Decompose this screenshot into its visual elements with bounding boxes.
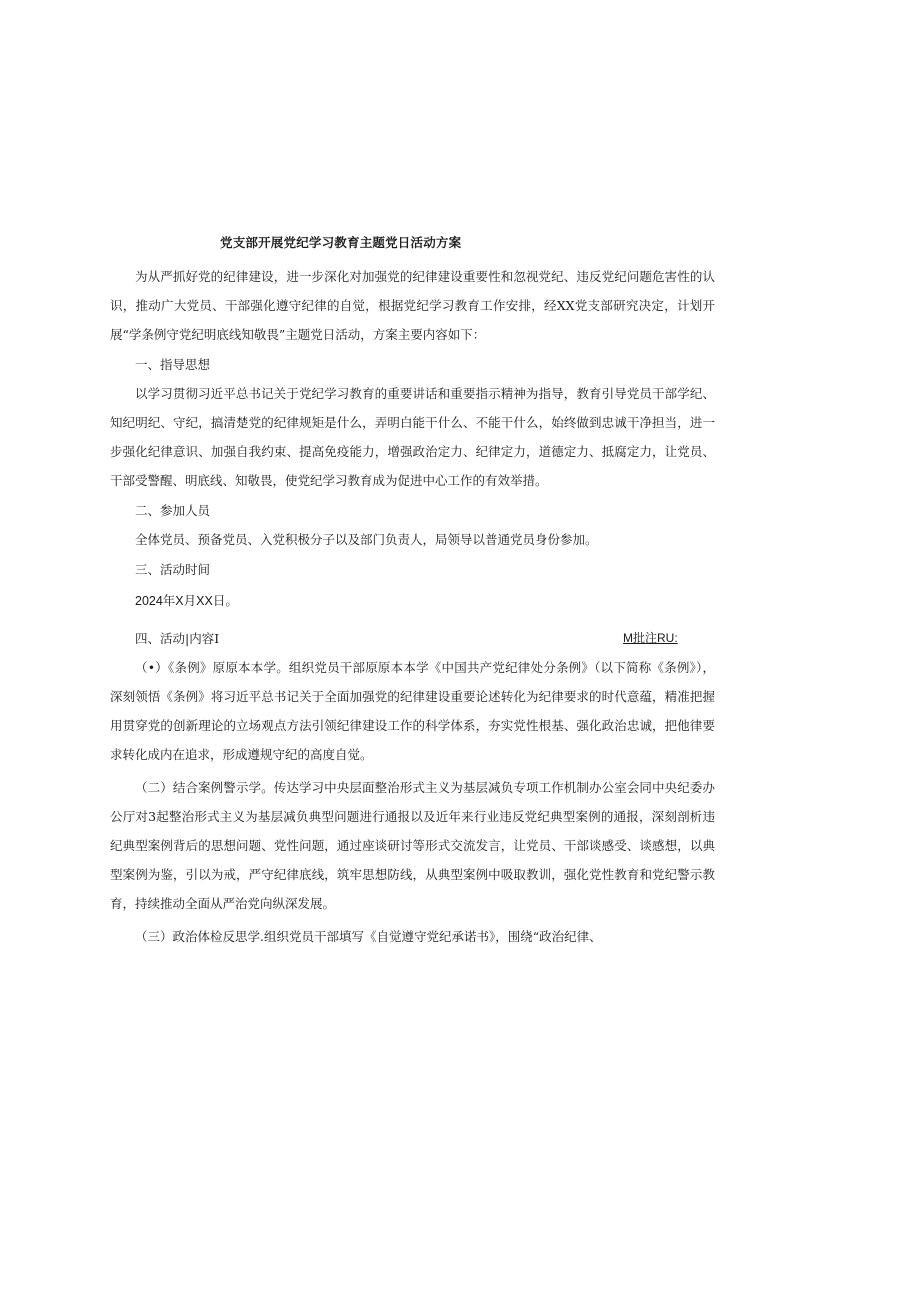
participants-paragraph: 全体党员、预备党员、入党积极分子以及部门负责人，局领导以普通党员身份参加。 xyxy=(135,532,598,547)
intro-paragraph: 为从严抓好党的纪律建设，进一步深化对加强党的纪律建设重要性和忽视党纪、违反党纪问题危害性的认识，推动广大党员、干部强化遵守纪律的自觉，根据党纪学习教育工作安排，经XX党支部研究决定，计划开展“学条例守党纪明底线知敬畏”主题党日活动，方案主要内容如下： xyxy=(110,269,715,342)
section-heading-content: 四、活动|内容I xyxy=(135,631,220,646)
content-item-1: （•）《条例》原原本本学。组织党员干部原原本本学《中国共产党纪律处分条例》（以下简称《条例》），深刻领悟《条例》将习近平总书记关于全面加强党的纪律建设重要论述转化为纪律要求的时代意蕴，精准把握用贯穿党的创新理论的立场观点方法引领纪律建设工作的科学体系，夯实党性根基、强化政治忠诚，把他律要求转化成内在追求，形成遵规守纪的高度自觉。 xyxy=(110,660,715,762)
section-heading-row-content xyxy=(110,624,715,653)
document-title: 党支部开展党纪学习教育主题党日活动方案 xyxy=(220,235,462,250)
guiding-paragraph: 以学习贯彻习近平总书记关于党纪学习教育的重要讲话和重要指示精神为指导，教育引导党员干部学纪、知纪明纪、守纪，搞清楚党的纪律规矩是什么，弄明白能干什么、不能干什么，始终做到忠诚干净担当，进一步强化纪律意识、加强自我约束、提高免疫能力，增强政治定力、纪律定力，道德定力、抵腐定力，让党员、干部受警醒、明底线、知敬畏，使党纪学习教育成为促进中心工作的有效举措。 xyxy=(110,386,715,488)
section-heading-guiding: 一、指导思想 xyxy=(135,357,211,372)
time-paragraph: 2024年X月XX日。 xyxy=(135,594,238,608)
comment-marker[interactable]: M批注RU: xyxy=(623,631,678,645)
section-heading-time: 三、活动时间 xyxy=(135,562,211,577)
content-item-3: （三）政治体检反思学.组织党员干部填写《自觉遵守党纪承诺书》，围绕“政治纪律、 xyxy=(135,929,602,944)
document-body xyxy=(110,262,715,951)
section-heading-participants: 二、参加人员 xyxy=(135,503,211,518)
content-item-2: （二）结合案例警示学。传达学习中央层面整治形式主义为基层减负专项工作机制办公室会同中央纪委办公厅对3起整治形式主义为基层减负典型问题进行通报以及近年来行业违反党纪典型案例的通报，深刻剖析违纪典型案例背后的思想问题、党性问题，通过座谈研讨等形式交流发言，让党员、干部谈感受、谈感想，以典型案例为鉴，引以为戒，严守纪律底线，筑牢思想防线，从典型案例中吸取教训，强化党性教育和党纪警示教育，持续推动全面从严治党向纵深发展。 xyxy=(110,780,715,911)
